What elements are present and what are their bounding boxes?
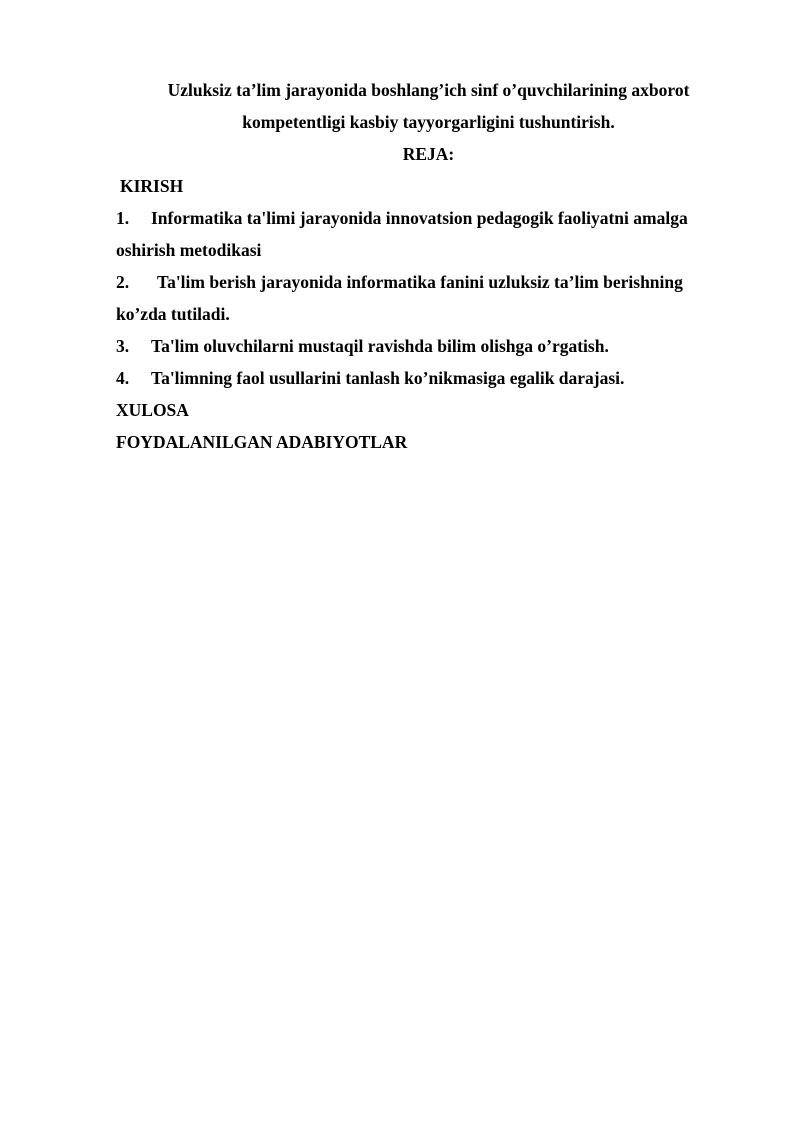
outline-item-2 <box>116 266 741 298</box>
outline-item-1-continuation: oshirish metodikasi <box>116 240 262 260</box>
item-number: 2. <box>116 272 130 292</box>
document-title <box>116 74 741 138</box>
item-text: Ta'limning faol usullarini tanlash ko’nikmasiga egalik darajasi. <box>151 368 625 388</box>
intro-heading: KIRISH <box>120 176 184 196</box>
item-number: 1. <box>116 208 130 228</box>
outline-item-4 <box>116 362 741 394</box>
references-heading: FOYDALANILGAN ADABIYOTLAR <box>116 432 408 452</box>
outline-item-2-continuation: ko’zda tutiladi. <box>116 304 230 324</box>
title-line-2: kompetentligi kasbiy tayyorgarligini tushuntirish. <box>242 112 615 132</box>
item-text: Ta'lim oluvchilarni mustaqil ravishda bilim olishga o’rgatish. <box>151 336 609 356</box>
outline-item-3 <box>116 330 741 362</box>
item-text: Informatika ta'limi jarayonida innovatsion pedagogik faoliyatni amalga <box>151 208 688 228</box>
title-line-1: Uzluksiz ta’lim jarayonida boshlang’ich sinf o’quvchilarining axborot <box>167 80 690 100</box>
plan-outline <box>116 170 741 458</box>
item-text: Ta'lim berish jarayonida informatika fanini uzluksiz ta’lim berishning <box>157 272 683 292</box>
item-number: 4. <box>116 368 130 388</box>
item-number: 3. <box>116 336 130 356</box>
plan-heading: REJA: <box>402 144 455 164</box>
conclusion-heading: XULOSA <box>116 400 189 420</box>
outline-item-1 <box>116 202 741 234</box>
